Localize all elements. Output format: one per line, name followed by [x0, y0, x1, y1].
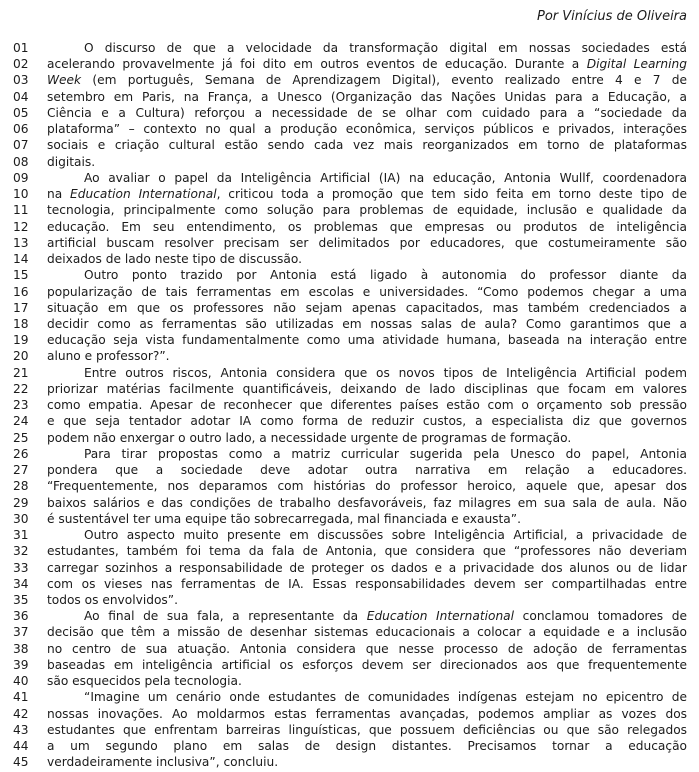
line-number: 34 [13, 576, 29, 591]
line-text [47, 446, 687, 462]
line-number: 33 [13, 560, 29, 575]
document-line [13, 413, 687, 429]
document-line [13, 316, 687, 332]
line-text [47, 657, 687, 673]
text-segment: são esquecidos pela tecnologia. [47, 674, 242, 689]
line-number: 25 [13, 430, 29, 445]
text-segment: baixos salários e das condições de trabalho desfavoráveis, faz milagres em sua sala de aula. Não [47, 495, 687, 510]
text-segment: decidir como as ferramentas são utilizadas em nossas salas de aula? Como garantimos que a [47, 316, 687, 331]
line-text [47, 430, 687, 446]
italic-text-segment: Education International [70, 187, 217, 202]
line-number: 28 [13, 479, 29, 494]
document-line [13, 689, 687, 705]
line-text [47, 154, 687, 170]
document-line [13, 381, 687, 397]
line-text [47, 316, 687, 332]
line-number: 26 [13, 446, 29, 461]
line-text [47, 219, 687, 235]
line-text [47, 300, 687, 316]
line-text [47, 641, 687, 657]
document-line [13, 592, 687, 608]
text-segment: a um segundo plano em salas de design distantes. Precisamos tornar a educação [47, 739, 687, 754]
text-segment: educação. Em seu entendimento, os problemas que empresas ou produtos de inteligência [47, 219, 687, 234]
text-segment: Ao avaliar o papel da Inteligência Artificial (IA) na educação, Antonia Wullf, coordenadora [84, 170, 687, 185]
line-number: 16 [13, 284, 29, 299]
document-line [13, 251, 687, 267]
line-number: 05 [13, 105, 29, 120]
line-number: 24 [13, 414, 29, 429]
line-number: 20 [13, 349, 29, 364]
line-text [47, 170, 687, 186]
line-number: 11 [13, 203, 29, 218]
line-text [47, 235, 687, 251]
line-text [47, 576, 687, 592]
line-number: 43 [13, 722, 29, 737]
line-number: 40 [13, 674, 29, 689]
line-text [47, 511, 687, 527]
text-segment: Outro ponto trazido por Antonia está ligado à autonomia do professor diante da [84, 268, 687, 283]
document-line [13, 40, 687, 56]
text-segment: situação em que os professores não sejam apenas capacitados, mas também credenciados a [47, 300, 687, 315]
line-text [47, 56, 687, 72]
text-segment: Entre outros riscos, Antonia considera que os novos tipos de Inteligência Artificial podem [84, 365, 687, 380]
document-line [13, 89, 687, 105]
document-line [13, 170, 687, 186]
line-number: 19 [13, 333, 29, 348]
line-text [47, 527, 687, 543]
document-line [13, 495, 687, 511]
line-text [47, 462, 687, 478]
line-text [47, 121, 687, 137]
line-number: 18 [13, 316, 29, 331]
line-number: 04 [13, 89, 29, 104]
text-segment: estudantes, também foi tema da fala de Antonia, que considera que “professores não deveriam [47, 544, 687, 559]
line-number: 30 [13, 511, 29, 526]
text-segment: como empatia. Apesar de reconhecer que diferentes países estão com o orçamento sob pressão [47, 398, 687, 413]
line-text [47, 105, 687, 121]
line-number: 08 [13, 154, 29, 169]
document-line [13, 673, 687, 689]
line-text [47, 332, 687, 348]
text-segment: “Imagine um cenário onde estudantes de comunidades indígenas estejam no epicentro de [84, 690, 687, 705]
line-text [47, 722, 687, 738]
document-line [13, 137, 687, 153]
document-line [13, 560, 687, 576]
line-number: 39 [13, 657, 29, 672]
document-line [13, 446, 687, 462]
text-segment: é sustentável ter uma equipe tão sobrecarregada, mal financiada e exausta”. [47, 511, 521, 526]
line-number: 07 [13, 138, 29, 153]
text-segment: tecnologia, principalmente como solução para problemas de equidade, inclusão e qualidade da [47, 203, 687, 218]
line-number: 31 [13, 528, 29, 543]
line-number: 23 [13, 398, 29, 413]
text-segment: decisão que têm a missão de desenhar sistemas educacionais a colocar a equidade e a inclusão [47, 625, 687, 640]
text-segment: podem não enxergar o outro lado, a necessidade urgente de programas de formação. [47, 430, 572, 445]
text-segment: Ciência e a Cultura) reforçou a necessidade de se olhar com cuidado para a “sociedade da [47, 105, 687, 120]
line-number: 06 [13, 122, 29, 137]
text-segment: (em português, Semana de Aprendizagem Digital), evento realizado entre 4 e 7 de [81, 73, 687, 88]
text-segment: “Frequentemente, nos deparamos com histórias do professor heroico, aquele que, apesar dos [47, 479, 687, 494]
document-line [13, 576, 687, 592]
document-line [13, 219, 687, 235]
document-line [13, 267, 687, 283]
text-segment: nossas inovações. Ao moldarmos estas ferramentas avançadas, podemos ampliar as vozes dos [47, 706, 687, 721]
document-line [13, 348, 687, 364]
document-line [13, 462, 687, 478]
text-segment: conclamou tomadores de [514, 609, 687, 624]
line-text [47, 706, 687, 722]
document-line [13, 284, 687, 300]
line-text [47, 689, 687, 705]
text-segment: baseadas em inteligência artificial os esforços devem ser direcionados aos que frequentemente [47, 657, 687, 672]
text-segment: digitais. [47, 154, 96, 169]
line-number: 13 [13, 235, 29, 250]
document-line [13, 722, 687, 738]
line-number: 44 [13, 739, 29, 754]
line-text [47, 365, 687, 381]
document-line [13, 202, 687, 218]
text-segment: deixados de lado neste tipo de discussão. [47, 252, 302, 267]
line-number: 14 [13, 252, 29, 267]
line-text [47, 754, 687, 770]
line-text [47, 348, 687, 364]
text-segment: popularização de tais ferramentas em escolas e universidades. “Como podemos chegar a uma [47, 284, 687, 299]
text-segment: pondera que a sociedade deve adotar outra narrativa em relação a educadores. [47, 463, 687, 478]
line-text [47, 413, 687, 429]
document-line [13, 397, 687, 413]
document-line [13, 121, 687, 137]
text-segment: e que seja tentador adotar IA como forma de reduzir custos, a especialista diz que governos [47, 414, 687, 429]
line-text [47, 284, 687, 300]
text-segment: carregar sozinhos a responsabilidade de proteger os dados e a privacidade dos alunos ou de lidar [47, 560, 687, 575]
line-number: 03 [13, 73, 29, 88]
line-text [47, 72, 687, 88]
line-number: 15 [13, 268, 29, 283]
document-line [13, 527, 687, 543]
document-line [13, 332, 687, 348]
line-number: 36 [13, 609, 29, 624]
italic-text-segment: Digital Learning [586, 57, 687, 72]
line-text [47, 202, 687, 218]
text-segment: aluno e professor?”. [47, 349, 170, 364]
document-line [13, 365, 687, 381]
line-number: 42 [13, 706, 29, 721]
line-number: 17 [13, 300, 29, 315]
line-text [47, 495, 687, 511]
document-line [13, 430, 687, 446]
text-segment: artificial buscam resolver precisam ser delimitados por educadores, que costumeiramente são [47, 235, 687, 250]
text-segment: priorizar matérias facilmente quantificáveis, deixando de lado disciplinas que focam em valores [47, 381, 687, 396]
document-line [13, 186, 687, 202]
line-number: 02 [13, 57, 29, 72]
text-segment: na [47, 187, 71, 202]
line-number: 09 [13, 170, 29, 185]
line-number: 38 [13, 641, 29, 656]
document-line [13, 511, 687, 527]
document-line [13, 154, 687, 170]
italic-text-segment: Education International [366, 609, 515, 624]
italic-text-segment: Week [47, 73, 82, 88]
text-segment: todos os envolvidos”. [47, 592, 178, 607]
text-segment: Outro aspecto muito presente em discussões sobre Inteligência Artificial, a privacidade de [84, 528, 687, 543]
text-segment: acelerando provavelmente já foi dito em outros eventos de educação. Durante a [47, 57, 587, 72]
text-segment: setembro em Paris, na França, a Unesco (Organização das Nações Unidas para a Educação, a [47, 89, 687, 104]
line-text [47, 673, 687, 689]
line-number: 45 [13, 755, 29, 770]
line-text [47, 560, 687, 576]
line-number: 37 [13, 625, 29, 640]
line-text [47, 267, 687, 283]
text-segment: plataforma” – contexto no qual a produção econômica, serviços públicos e privados, interações [47, 122, 687, 137]
document-line [13, 608, 687, 624]
document-line [13, 706, 687, 722]
document-line [13, 300, 687, 316]
line-text [47, 397, 687, 413]
line-number: 27 [13, 463, 29, 478]
document-line [13, 624, 687, 640]
document-line [13, 235, 687, 251]
document-line [13, 754, 687, 770]
document-line [13, 543, 687, 559]
line-text [47, 543, 687, 559]
text-segment: O discurso de que a velocidade da transformação digital em nossas sociedades está [84, 41, 687, 55]
line-text [47, 624, 687, 640]
line-number: 22 [13, 381, 29, 396]
text-segment: com os vieses nas ferramentas de IA. Essas responsabilidades devem ser compartilhadas entre [47, 576, 687, 591]
line-text [47, 478, 687, 494]
line-number: 10 [13, 187, 29, 202]
line-text [47, 608, 687, 624]
line-number: 41 [13, 690, 29, 705]
document-line [13, 72, 687, 88]
document-line [13, 641, 687, 657]
line-text [47, 738, 687, 754]
document-line [13, 657, 687, 673]
line-text [47, 137, 687, 153]
document-line [13, 56, 687, 72]
byline: Por Vinícius de Oliveira [537, 9, 687, 24]
document-lines [13, 40, 687, 771]
line-text [47, 592, 687, 608]
document-line [13, 738, 687, 754]
line-text [47, 381, 687, 397]
document-line [13, 105, 687, 121]
text-segment: no centro de sua atuação. Antonia considera que nesse processo de adoção de ferramentas [47, 641, 687, 656]
text-segment: educação seja vista fundamentalmente como uma atividade humana, baseada na interação entre [47, 333, 687, 348]
line-text [47, 251, 687, 267]
text-segment: sociais e criação cultural estão sendo cada vez mais reorganizados em torno de plataformas [47, 138, 687, 153]
document-line [13, 478, 687, 494]
line-number: 35 [13, 592, 29, 607]
line-number: 21 [13, 365, 29, 380]
line-text [47, 89, 687, 105]
text-segment: Ao final de sua fala, a representante da [84, 609, 367, 624]
line-text [47, 186, 687, 202]
line-number: 12 [13, 219, 29, 234]
line-number: 32 [13, 544, 29, 559]
text-segment: verdadeiramente inclusiva”, concluiu. [47, 755, 279, 770]
line-number: 01 [13, 41, 29, 55]
line-text [47, 40, 687, 56]
line-number: 29 [13, 495, 29, 510]
text-segment: estudantes que enfrentam barreiras linguísticas, que possuem deficiências ou que são relegados [47, 722, 687, 737]
text-segment: , criticou toda a promoção que tem sido feita em torno deste tipo de [216, 187, 687, 202]
text-segment: Para tirar propostas como a matriz curricular sugerida pela Unesco do papel, Antonia [84, 446, 687, 461]
